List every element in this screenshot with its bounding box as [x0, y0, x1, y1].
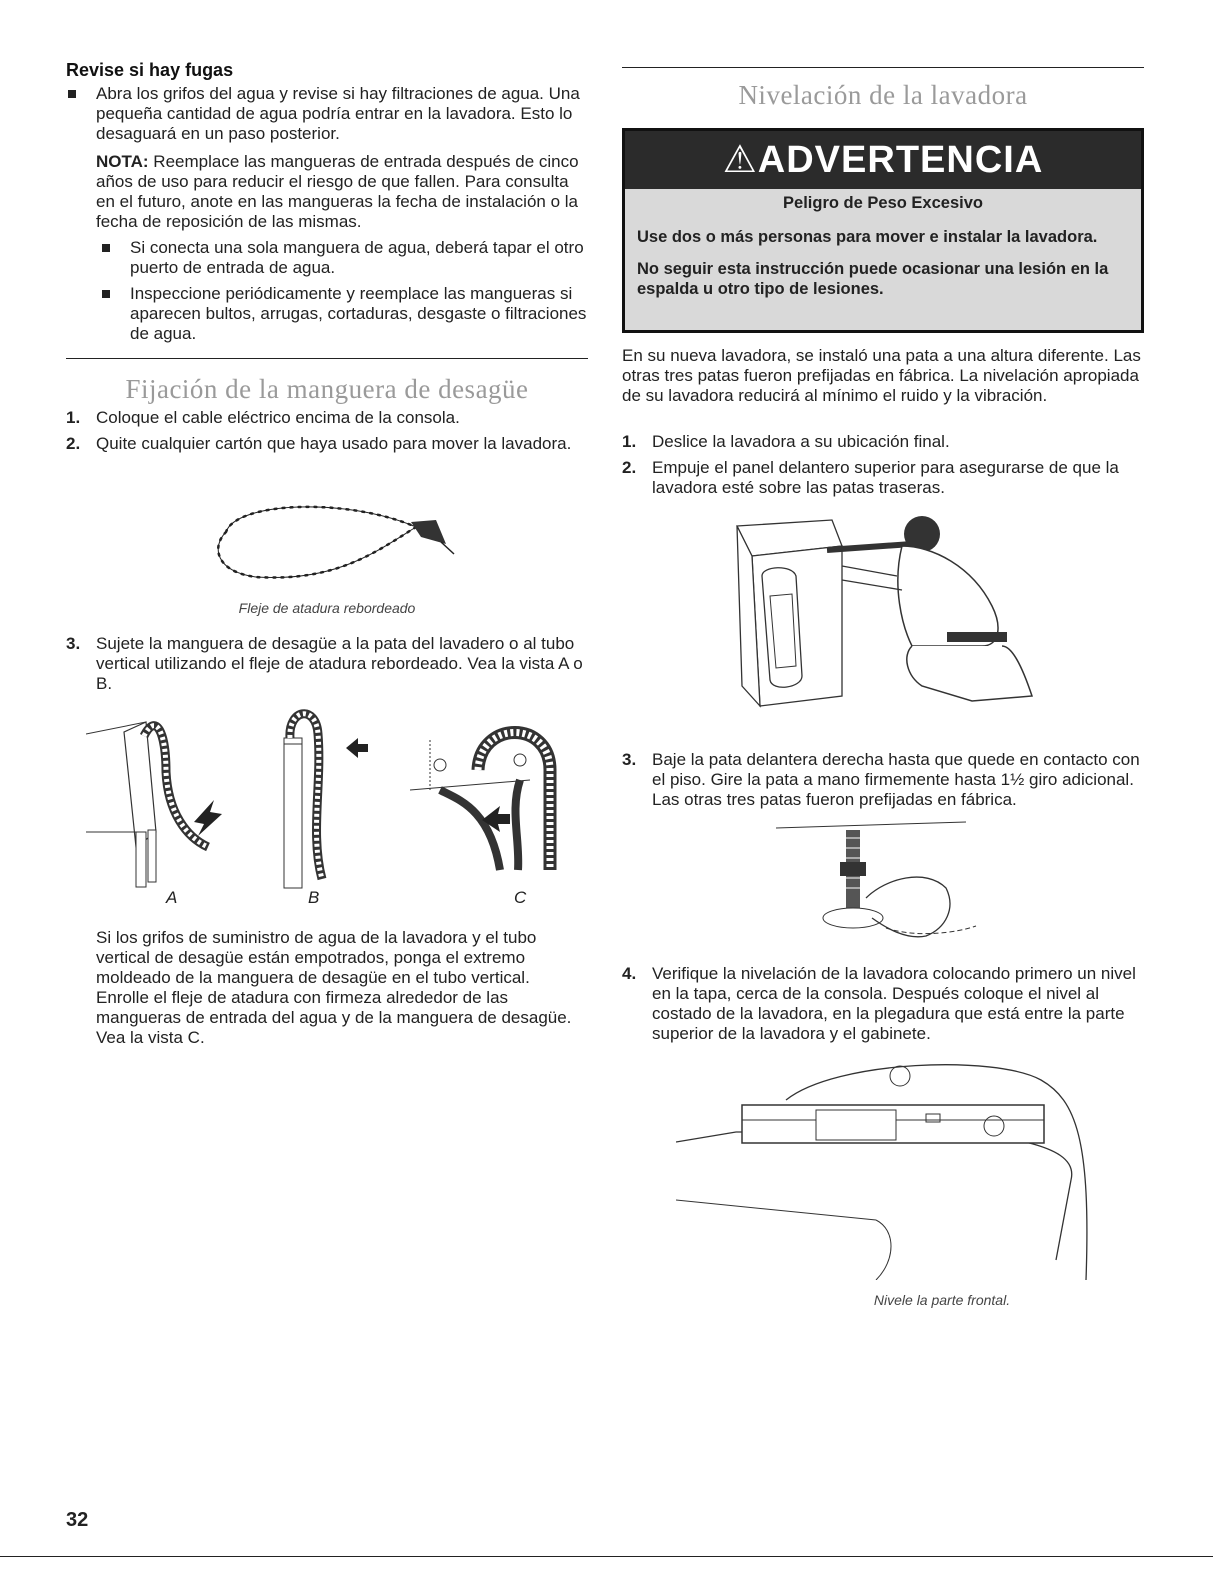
step-text: Deslice la lavadora a su ubicación final.	[652, 432, 950, 451]
leveling-intro: En su nueva lavadora, se instaló una pata a una altura diferente. Las otras tres patas fueron prefijadas en fábrica. La nivelación apropiada de su lavadora reducirá al mínimo el ruido y la vibración.	[622, 346, 1141, 405]
step-number: 2.	[66, 434, 81, 453]
drain-step-3	[66, 634, 588, 694]
step-text: Baje la pata delantera derecha hasta que quede en contacto con el piso. Gire la pata a mano firmemente hasta 1½ giro adicional. Las otras tres patas fueron prefijadas en fábrica.	[652, 750, 1140, 809]
note-text: Reemplace las mangueras de entrada después de cinco años de uso para reducir el riesgo de que fallen. Para consulta en el futuro, anote en las mangueras la fecha de instalación o la fecha de reposición de las mismas.	[96, 152, 579, 231]
sub-bullet-inspect-hoses: Inspeccione periódicamente y reemplace las mangueras si aparecen bultos, arrugas, cortaduras, desgaste o filtraciones de agua.	[66, 284, 588, 344]
warning-icon: ⚠	[722, 139, 758, 181]
recessed-drain-paragraph: Si los grifos de suministro de agua de la lavadora y el tubo vertical de desagüe están empotrados, ponga el extremo moldeado de la manguera de desagüe en el tubo vertical. Enrolle el fleje de atadura con firmeza alrededor de las mangueras de entrada del agua y de la manguera de desagüe. Vea la vista C.	[96, 928, 572, 1047]
warning-hazard: Peligro de Peso Excesivo	[783, 194, 983, 212]
level-caption: Nivele la parte frontal.	[873, 1292, 1011, 1308]
man-pushing-washer-illustration	[732, 506, 1042, 716]
step-number: 1.	[622, 432, 637, 451]
strap-caption: Fleje de atadura rebordeado	[238, 600, 416, 616]
view-label-c: C	[514, 888, 527, 907]
page-number: 32	[66, 1509, 89, 1531]
level-on-washer-illustration	[676, 1060, 1096, 1280]
view-b-illustration	[270, 704, 380, 894]
drain-steps	[66, 408, 588, 454]
step-number: 1.	[66, 408, 81, 427]
drain-step-2	[66, 434, 588, 454]
warning-box	[622, 128, 1144, 333]
step-number: 3.	[622, 750, 637, 769]
leveling-foot-illustration	[776, 818, 986, 948]
leaks-bullet: Abra los grifos del agua y revise si hay filtraciones de agua. Una pequeña cantidad de agua podría entrar en la lavadora. Esto lo desaguará en un paso posterior.	[66, 84, 588, 144]
step-number: 2.	[622, 458, 637, 477]
leveling-step-1	[622, 432, 1146, 452]
drain-hose-section-title: Fijación de la manguera de desagüe	[125, 374, 529, 404]
view-label-b: B	[308, 888, 320, 907]
warning-content	[637, 193, 1129, 299]
left-column	[66, 60, 588, 344]
leaks-heading: Revise si hay fugas	[66, 60, 234, 80]
step-number: 4.	[622, 964, 637, 983]
note-paragraph	[66, 152, 588, 232]
sub-bullet-single-hose: Si conecta una sola manguera de agua, deberá tapar el otro puerto de entrada de agua.	[66, 238, 588, 278]
warning-banner	[625, 131, 1141, 189]
leveling-step-4-text	[622, 964, 1146, 1044]
view-c-illustration	[410, 710, 570, 880]
step-text: Verifique la nivelación de la lavadora colocando primero un nivel en la tapa, cerca de la consola. Después coloque el nivel al costado de la lavadora, en la plegadura que está entre la parte superior de la lavadora y el gabinete.	[652, 964, 1136, 1043]
leveling-step-3-text	[622, 750, 1146, 810]
drain-step-1	[66, 408, 588, 428]
drain-step-3-text	[66, 634, 588, 694]
step-text: Empuje el panel delantero superior para asegurarse de que la lavadora esté sobre las patas traseras.	[652, 458, 1119, 497]
view-label-a: A	[166, 888, 178, 907]
leveling-step-2	[622, 458, 1146, 498]
step-text: Sujete la manguera de desagüe a la pata del lavadero o al tubo vertical utilizando el fleje de atadura rebordeado. Vea la vista A o B.	[96, 634, 583, 693]
warning-line-1: Use dos o más personas para mover e instalar la lavadora.	[637, 228, 1098, 246]
step-text: Quite cualquier cartón que haya usado para mover la lavadora.	[96, 434, 572, 453]
beaded-strap-illustration	[196, 492, 456, 592]
leveling-section-title: Nivelación de la lavadora	[738, 80, 1028, 110]
warning-banner-text: ADVERTENCIA	[757, 139, 1044, 181]
note-label: NOTA:	[96, 152, 149, 171]
leveling-step-3	[622, 750, 1146, 810]
left-section-divider	[66, 358, 588, 359]
leveling-steps	[622, 432, 1146, 498]
right-section-divider	[622, 67, 1144, 68]
warning-line-2: No seguir esta instrucción puede ocasionar una lesión en la espalda u otro tipo de lesiones.	[637, 260, 1109, 298]
bottom-rule	[0, 1556, 1213, 1557]
step-text: Coloque el cable eléctrico encima de la consola.	[96, 408, 460, 427]
leveling-step-4	[622, 964, 1146, 1044]
view-a-illustration	[86, 712, 236, 892]
step-number: 3.	[66, 634, 81, 653]
